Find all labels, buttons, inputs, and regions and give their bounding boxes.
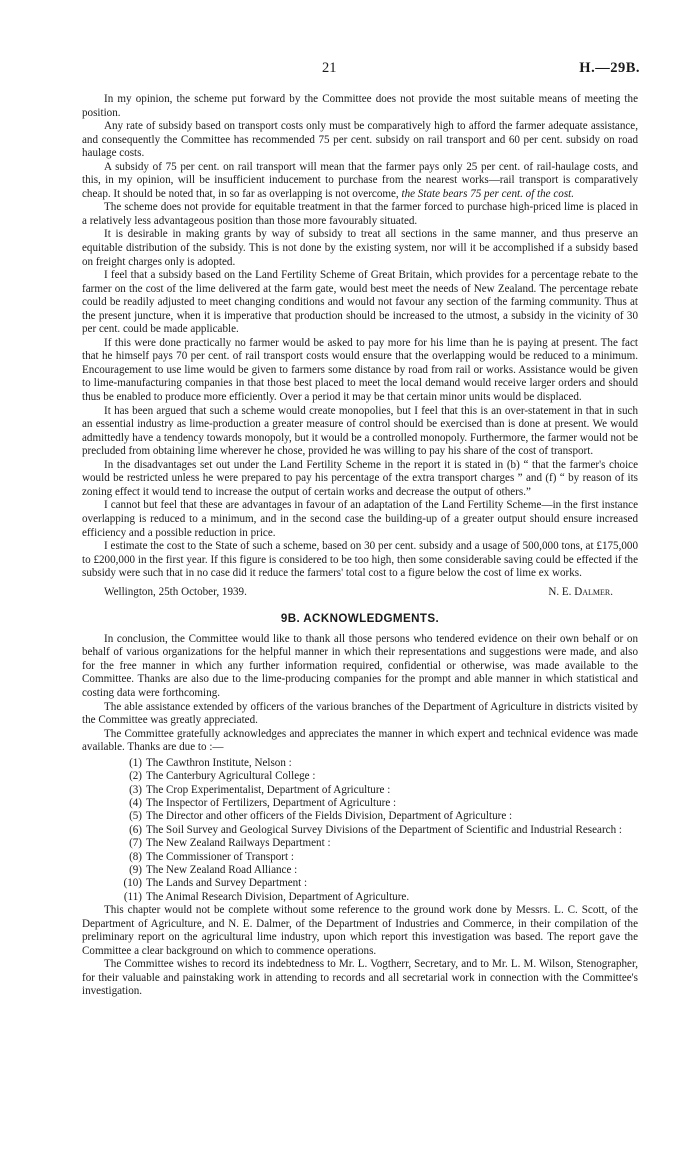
paragraph: This chapter would not be complete without some reference to the ground work done by Messrs. L. C. Scott, of the Department of Agriculture, and N. E. Dalmer, of the Department of Industries and Commerce, in their compilation of the preliminary report on the agricultural lime industry, upon which report this investigation was based. The report gave the Committee a clear background on which to commence operations. (82, 904, 638, 957)
list-number: (1) (129, 756, 142, 769)
paragraph: Any rate of subsidy based on transport costs only must be comparatively high to afford the farmer adequate assistance, and consequently the Committee has recommended 75 per cent. subsidy on rail transport and 60 per cent. subsidy on road haulage costs. (82, 120, 638, 160)
paragraph: The Committee gratefully acknowledges and appreciates the manner in which expert and technical evidence was made available. Thanks are due to :— (82, 727, 638, 754)
list-number: (7) (129, 837, 142, 850)
paragraph: If this were done practically no farmer would be asked to pay more for his lime than he is paying at present. The fact that he himself pays 70 per cent. of rail transport costs would ensure that the overlapping would be reduced to a minimum. Encouragement to use lime would be given to farmers some distance by road from rail or works. Assistance would be given to lime-manufacturing companies in that those best placed to meet the local demand would receive larger orders and should thus be enabled to produce more efficiently. Over a period it may be that certain minor units would be displaced. (82, 336, 638, 404)
list-item (122, 797, 638, 810)
list-text: The Soil Survey and Geological Survey Divisions of the Department of Scientific and Industrial Research : (146, 823, 622, 836)
paragraph: In the disadvantages set out under the Land Fertility Scheme in the report it is stated in (b) “ that the farmer's choice would be restricted unless he were prepared to pay his percentage of the extra transport charges ” and (f) “ by reason of its zoning effect it would tend to increase the output of certain works and decrease the output of others.” (82, 458, 638, 498)
page-header (82, 60, 640, 80)
list-text: The New Zealand Railways Department : (146, 837, 331, 850)
list-text: The Cawthron Institute, Nelson : (146, 756, 292, 769)
list-number: (10) (123, 877, 142, 890)
list-text: The Crop Experimentalist, Department of Agriculture : (146, 783, 391, 796)
emphasis-text: the State bears 75 per cent. of the cost. (401, 187, 575, 200)
paragraph: The Committee wishes to record its indebtedness to Mr. L. Vogtherr, Secretary, and to Mr. L. M. Wilson, Stenographer, for their valuable and painstaking work in attending to records and all secretarial work in connection with the Committee's investigation. (82, 958, 638, 998)
list-text: The Director and other officers of the Fields Division, Department of Agriculture : (146, 810, 513, 823)
document-reference: H.—29B. (579, 60, 640, 76)
paragraph: I estimate the cost to the State of such a scheme, based on 30 per cent. subsidy and a usage of 500,000 tons, at £175,000 to £200,000 in the first year. If this figure is considered to be too high, then some considerable saving could be effected if the subsidy were such that in no case did it reduce the farmers' total cost to a figure below the cost of lime ex works. (82, 540, 638, 580)
page-number: 21 (322, 60, 337, 76)
list-item (122, 784, 638, 797)
paragraph (82, 161, 638, 202)
list-item (122, 824, 638, 837)
list-item (122, 877, 638, 890)
list-item (122, 891, 638, 904)
paragraph: I feel that a subsidy based on the Land Fertility Scheme of Great Britain, which provides for a percentage rebate to the farmer on the cost of the lime delivered at the farm gate, would best meet the needs of New Zealand. The percentage rebate could be readily adjusted to meet changing conditions and would not favour any section of the farming community. Thus at the present juncture, when it is imperative that production should be increased to the utmost, a subsidy in the vicinity of 30 per cent. could be made applicable. (82, 269, 638, 336)
list-text: The Canterbury Agricultural College : (146, 770, 316, 783)
list-number: (11) (123, 890, 142, 903)
list-number: (2) (129, 770, 142, 783)
list-item (122, 851, 638, 864)
list-text: The Commissioner of Transport : (146, 850, 294, 863)
paragraph: In conclusion, the Committee would like to thank all those persons who tendered evidence on their own behalf or on behalf of various organizations for the helpful manner in which their representations and suggestions were made, and also for the free manner in which any further information required, confidential or otherwise, was made available to the Committee. Thanks are also due to the lime-producing companies for the prompt and able manner in which statistical and costing data were forthcoming. (82, 632, 638, 699)
section-heading: 9B. ACKNOWLEDGMENTS. (280, 612, 440, 626)
paragraph: I cannot but feel that these are advantages in favour of an adaptation of the Land Fertility Scheme—in the first instance overlapping is reduced to a minimum, and in the second case the building-up of a greater output should ensure increased efficiency and a possible reduction in price. (82, 499, 638, 539)
list-item (122, 837, 638, 850)
list-text: The Animal Research Division, Department of Agriculture. (146, 890, 410, 903)
signature-place-date: Wellington, 25th October, 1939. (104, 585, 247, 598)
paragraph: It is desirable in making grants by way of subsidy to treat all sections in the same manner, and thus preserve an equitable distribution of the subsidy. This is not done by the existing system, nor will it be accomplished if a subsidy based on freight charges only is adopted. (82, 228, 638, 268)
list-number: (5) (129, 810, 142, 823)
list-item (122, 757, 638, 770)
paragraph-text: A subsidy of 75 per cent. on rail transport will mean that the farmer pays only 25 per cent. of rail-haulage costs, and this, in my opinion, will be insufficient inducement to purchase from the nearest works—rail transport is comparatively cheap. It should be noted that, in so far as overlapping is not overcome, (82, 160, 638, 200)
paragraph: The scheme does not provide for equitable treatment in that the farmer forced to purchase high-priced lime is placed in a relatively less advantageous position than those more favourably situated. (82, 201, 638, 227)
list-item (122, 810, 638, 823)
list-number: (9) (129, 863, 142, 876)
list-text: The Inspector of Fertilizers, Department of Agriculture : (146, 796, 397, 809)
list-number: (6) (129, 823, 142, 836)
list-item (122, 770, 638, 783)
list-text: The New Zealand Road Alliance : (146, 863, 298, 876)
paragraph: In my opinion, the scheme put forward by the Committee does not provide the most suitable means of meeting the position. (82, 93, 638, 119)
list-number: (3) (129, 783, 142, 796)
signature-line (82, 586, 638, 600)
paragraph: The able assistance extended by officers of the various branches of the Department of Agriculture in districts visited by the Committee was greatly appreciated. (82, 700, 638, 727)
list-text: The Lands and Survey Department : (146, 877, 308, 890)
list-number: (8) (129, 850, 142, 863)
signature-name: N. E. Dalmer. (548, 585, 613, 598)
list-number: (4) (129, 796, 142, 809)
list-item (122, 864, 638, 877)
paragraph: It has been argued that such a scheme would create monopolies, but I feel that this is an over-statement in that in such an essential industry as lime-production a greater measure of control should be exercised than is done at present. We would admittedly have a tendency towards monopoly, but it would be a controlled monopoly. Furthermore, the farmer would not be precluded from obtaining lime wherever he chose, provided he was willing to pay his share of the cost of transport. (82, 404, 638, 458)
acknowledgment-list (82, 757, 638, 904)
document-body (82, 93, 638, 999)
